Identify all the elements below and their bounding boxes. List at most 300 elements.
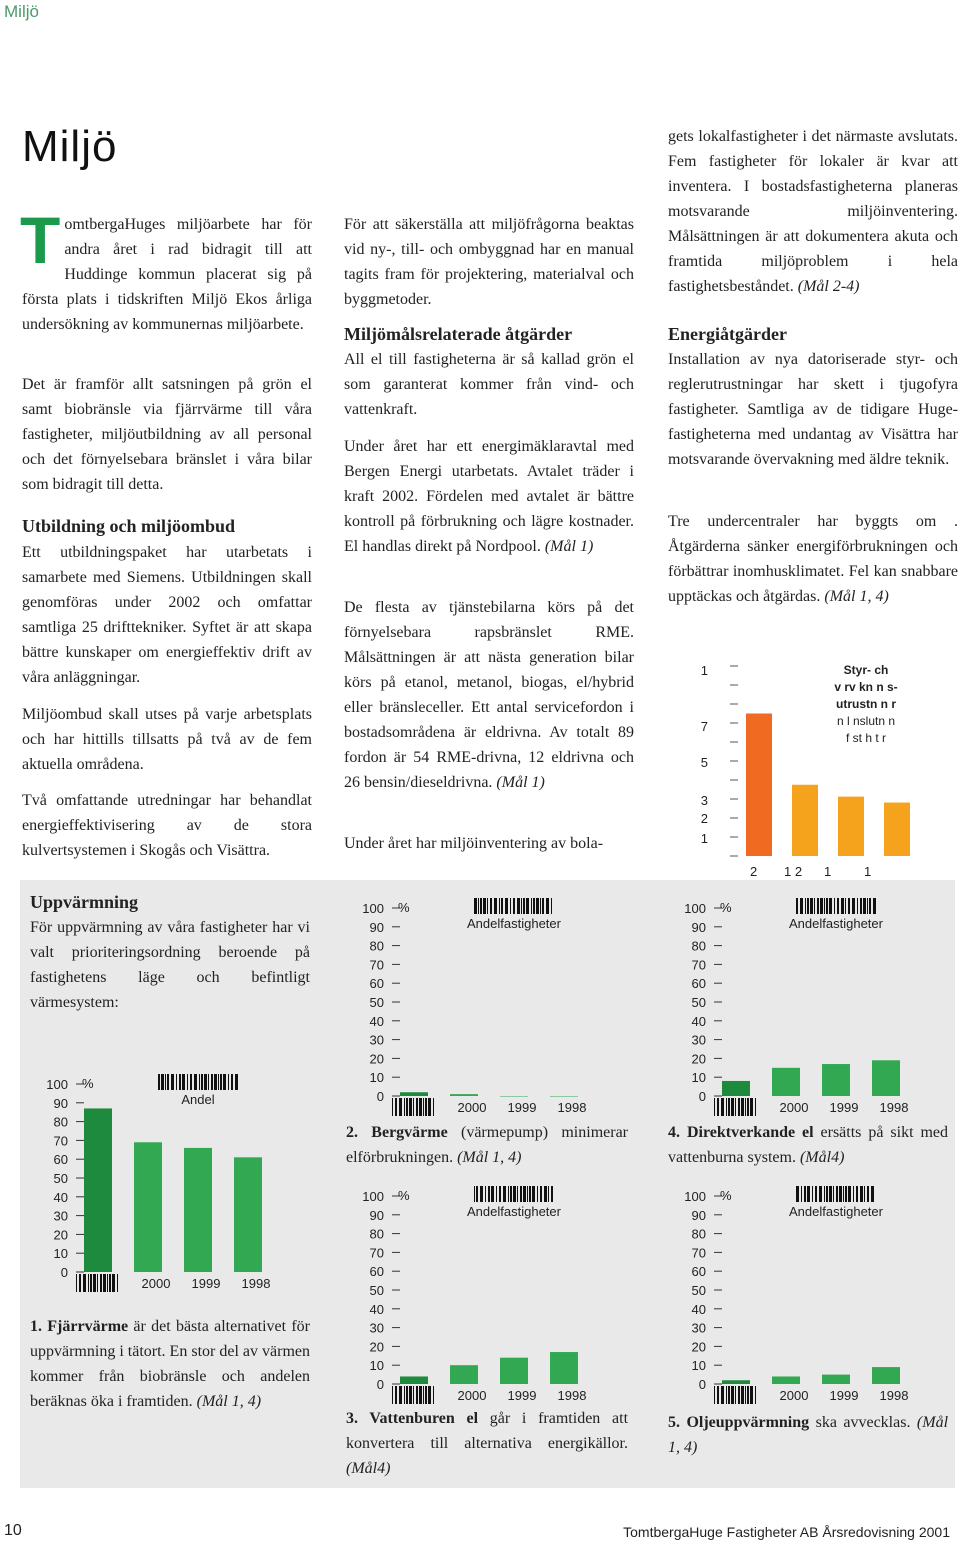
barcode-stripe <box>546 898 549 914</box>
y-tick-label: 20 <box>53 1227 68 1243</box>
y-tick-label: 100 <box>46 1077 68 1092</box>
barcode-stripe <box>79 1274 81 1292</box>
barcode-stripe <box>158 1074 160 1090</box>
y-tick-label: 10 <box>369 1070 384 1086</box>
y-tick-label: 50 <box>691 1283 706 1298</box>
barcode-stripe <box>433 1098 434 1116</box>
barcode-stripe <box>494 898 497 914</box>
barcode-stripe <box>544 1186 547 1202</box>
chart-bergvarme <box>346 896 626 1121</box>
bar <box>772 1068 800 1096</box>
footer-company: TomtbergaHuge Fastigheter AB Årsredovisning 2001 <box>623 1524 950 1540</box>
caption-direktverkande-bold: 4. Direktverkande el <box>668 1124 814 1141</box>
bar <box>872 1367 900 1384</box>
barcode-stripe <box>521 898 522 914</box>
x-tick-label: 1998 <box>879 1100 909 1115</box>
y-unit-label: % <box>398 900 410 915</box>
caption-bergvarme-text: (värmepump) minimerar elförbrukningen. <box>346 1124 629 1166</box>
barcode-stripe <box>745 1386 746 1404</box>
heading-miljomal: Miljömålsrelaterade åtgärder <box>344 324 573 344</box>
barcode-stripe <box>845 1186 847 1202</box>
barcode-stripe <box>499 1186 501 1202</box>
styr-y-tick-label: 1 <box>700 663 708 678</box>
barcode-stripe <box>871 1186 874 1202</box>
barcode-stripe <box>201 1074 203 1090</box>
barcode-stripe <box>231 1074 233 1090</box>
intro-paragraph <box>20 203 312 337</box>
barcode-stripe <box>165 1074 166 1090</box>
barcode-stripe <box>517 898 520 914</box>
styr-bar <box>746 714 772 857</box>
barcode-stripe <box>542 898 544 914</box>
caption-vattenburen-goal: (Mål4) <box>346 1460 391 1477</box>
barcode-stripe <box>76 1274 77 1292</box>
styr-chart <box>668 652 958 882</box>
barcode-stripe <box>97 1274 98 1292</box>
barcode-stripe <box>409 1386 412 1404</box>
y-tick-label: 30 <box>691 1032 706 1048</box>
barcode-stripe <box>731 1386 734 1404</box>
barcode-stripe <box>533 898 535 914</box>
caption-vattenburen-bold: 3. Vattenburen el <box>346 1410 479 1427</box>
barcode-stripe <box>409 1098 412 1116</box>
barcode-stripe <box>856 1186 858 1202</box>
bar <box>500 1358 528 1384</box>
barcode-stripe <box>864 1186 865 1202</box>
barcode-stripe <box>857 898 858 914</box>
barcode-stripe <box>527 1186 528 1202</box>
barcode-stripe <box>496 1186 497 1202</box>
chart-bergvarme-svg <box>346 896 626 1121</box>
bar <box>722 1380 750 1384</box>
barcode-stripe <box>829 1186 832 1202</box>
col2-para3-text: Under året har ett energimäklaravtal med Bergen Energi utarbetats. Avtalet träder i kraft 2002. Fördelen med avtalet är bättre kontroll på förbrukning och lägre kostnader. El handlas direkt på Nordpool. <box>344 438 634 555</box>
styr-x-label: 1 <box>824 864 832 879</box>
chart-title: Andelfastigheter <box>467 1204 561 1219</box>
barcode-stripe <box>419 1386 422 1404</box>
caption-fjarrvarme-bold: 1. Fjärrvärme <box>30 1318 129 1335</box>
barcode-stripe <box>214 1074 217 1090</box>
caption-direktverkande <box>668 1120 948 1170</box>
bar <box>822 1375 850 1384</box>
x-tick-label: 2000 <box>779 1388 809 1403</box>
bar <box>822 1064 850 1096</box>
barcode-stripe <box>755 1098 756 1116</box>
col2-para3 <box>344 434 634 559</box>
barcode-stripe <box>738 1386 740 1404</box>
barcode-stripe <box>837 898 839 914</box>
col3-para1-goal: (Mål 2-4) <box>797 278 860 295</box>
barcode-stripe <box>474 898 477 914</box>
barcode-stripe <box>83 1274 86 1292</box>
caption-vattenburen <box>346 1406 628 1481</box>
y-tick-label: 40 <box>691 1013 706 1029</box>
barcode-stripe <box>107 1274 108 1292</box>
barcode-stripe <box>817 898 819 914</box>
caption-bergvarme-bold: 2. Bergvärme <box>346 1124 448 1141</box>
barcode-stripe <box>529 1186 531 1202</box>
barcode-stripe <box>404 1098 405 1116</box>
barcode-stripe <box>548 1186 549 1202</box>
barcode-stripe <box>517 1186 518 1202</box>
barcode-stripe <box>815 1186 817 1202</box>
barcode-stripe <box>223 1074 226 1090</box>
barcode-stripe <box>532 1186 535 1202</box>
y-unit-label: % <box>82 1076 94 1091</box>
dropcap-letter: T <box>20 203 61 277</box>
barcode-stripe <box>867 1186 869 1202</box>
barcode-stripe <box>852 898 855 914</box>
styr-title-line: f st h t r <box>845 731 887 745</box>
barcode-stripe <box>488 1186 490 1202</box>
barcode-stripe <box>833 1186 834 1202</box>
caption-fjarrvarme-text: är det bästa alternativet för uppvärmning i tätort. En stor del av värmen kommer från biobränsle och andelen beräknas öka i framtiden. <box>30 1318 310 1410</box>
barcode-stripe <box>428 1098 431 1116</box>
barcode-stripe <box>503 1186 506 1202</box>
bar <box>134 1142 162 1272</box>
barcode-stripe <box>717 1386 719 1404</box>
y-tick-label: 0 <box>60 1265 68 1280</box>
barcode-stripe <box>474 1186 475 1202</box>
y-tick-label: 40 <box>369 1013 384 1029</box>
chart-title: Andelfastigheter <box>789 1204 883 1219</box>
barcode-stripe <box>199 1074 200 1090</box>
barcode-stripe <box>392 1098 393 1116</box>
barcode-stripe <box>520 1186 522 1202</box>
y-tick-label: 80 <box>691 1226 706 1242</box>
styr-x-label: 1 <box>864 864 872 879</box>
chart-title: Andelfastigheter <box>789 916 883 931</box>
heading-uppvarmning: Uppvärmning <box>30 892 139 912</box>
styr-y-tick-label: 5 <box>700 755 708 770</box>
chart-vattenburen-svg <box>346 1184 626 1409</box>
barcode-stripe <box>824 1186 825 1202</box>
col1-para2: Ett utbildningspaket har utarbetats i samarbete med Siemens. Utbildningen skall genomföras under 2002 och omfattar samtliga 25 drifttekniker. Syftet är att skapa bättre kunskaper om energieffektiv drift av våra anläggningar. <box>22 544 312 686</box>
caption-oljeuppvarmning-text: ska avvecklas. <box>809 1414 911 1431</box>
barcode-stripe <box>211 1074 213 1090</box>
barcode-stripe <box>413 1386 414 1404</box>
y-tick-label: 70 <box>691 1245 706 1261</box>
y-tick-label: 0 <box>698 1089 706 1104</box>
barcode-stripe <box>845 898 846 914</box>
barcode-stripe <box>537 1186 538 1202</box>
barcode-stripe <box>508 1186 509 1202</box>
styr-bar <box>792 785 818 856</box>
barcode-stripe <box>848 1186 851 1202</box>
bar <box>84 1108 112 1272</box>
x-tick-label: 2000 <box>457 1388 487 1403</box>
barcode-stripe <box>540 898 541 914</box>
barcode-stripe <box>483 898 486 914</box>
barcode-stripe <box>208 1074 209 1090</box>
styr-bar <box>838 797 864 856</box>
barcode-stripe <box>194 1074 197 1090</box>
y-tick-label: 0 <box>376 1377 384 1392</box>
x-tick-label: 1998 <box>879 1388 909 1403</box>
chart-fjarrvarme <box>30 1072 310 1297</box>
styr-x-label: 2 <box>750 864 758 879</box>
barcode-stripe <box>551 1186 553 1202</box>
barcode-stripe <box>826 898 828 914</box>
barcode-stripe <box>513 898 515 914</box>
chart-vattenburen <box>346 1184 626 1409</box>
bar <box>500 1096 528 1097</box>
x-tick-label: 1999 <box>829 1388 859 1403</box>
x-tick-label: 1999 <box>191 1276 221 1291</box>
barcode-stripe <box>510 1186 512 1202</box>
chart-direktverkande-svg <box>668 896 948 1121</box>
y-tick-label: 20 <box>691 1051 706 1067</box>
barcode-stripe <box>805 898 806 914</box>
barcode-stripe <box>807 1186 810 1202</box>
barcode-stripe <box>413 1098 414 1116</box>
heading-utbildning: Utbildning och miljöombud <box>22 516 236 536</box>
barcode-stripe <box>406 1386 408 1404</box>
barcode-stripe <box>220 1074 222 1090</box>
y-tick-label: 90 <box>691 919 706 935</box>
y-tick-label: 50 <box>369 1283 384 1298</box>
barcode-stripe <box>112 1274 115 1292</box>
barcode-stripe <box>480 1186 483 1202</box>
styr-chart-svg <box>668 652 958 882</box>
barcode-stripe <box>179 1074 181 1090</box>
barcode-stripe <box>747 1386 749 1404</box>
barcode-stripe <box>796 1186 799 1202</box>
col2-para4-text: De flesta av tjänstebilarna körs på det förnyelsebara rapsbränslet RME. Målsättningen är att nästa generation bilar körs på etanol, metanol, biogas, el/hybrid eller bränsleceller. Ett antal servicefordon i bostadsområdena är eldrivna. Av totalt 89 fordon är 54 RME-drivna, 12 eldrivna och 26 bensin/dieseldrivna. <box>344 599 634 791</box>
barcode-stripe <box>741 1098 744 1116</box>
y-tick-label: 50 <box>369 995 384 1010</box>
barcode-stripe <box>738 1098 740 1116</box>
x-tick-label: 1999 <box>829 1100 859 1115</box>
y-tick-label: 70 <box>369 1245 384 1261</box>
barcode-stripe <box>433 1386 434 1404</box>
y-tick-label: 80 <box>369 1226 384 1242</box>
x-tick-label: 1999 <box>507 1388 537 1403</box>
bar <box>400 1376 428 1384</box>
barcode-stripe <box>176 1074 177 1090</box>
caption-vattenburen-text: går i framtiden att konvertera till alternativa energikällor. <box>346 1410 629 1452</box>
barcode-stripe <box>416 1098 418 1116</box>
barcode-stripe <box>841 898 844 914</box>
barcode-stripe <box>540 1186 542 1202</box>
y-tick-label: 30 <box>53 1208 68 1224</box>
barcode-stripe <box>480 898 482 914</box>
bar <box>872 1060 900 1096</box>
barcode-stripe <box>235 1074 238 1090</box>
intro-text: omtbergaHuges miljöarbete har för andra året i rad bidragit till att Huddinge kommun placerat sig på första plats i tidskriften Miljö Ekos årliga undersökning av kommunernas miljöarbete. <box>22 216 312 333</box>
col3-para2: Installation av nya datoriserade styr- och reglerutrustningar har skett i tjugofyra fastigheter. Samtliga av de tidigare Huge-fastigheterna med undantag av Visättra har motsvarande övervakning med äldre teknik. <box>668 351 958 468</box>
barcode-stripe <box>182 1074 185 1090</box>
barcode-stripe <box>167 1074 169 1090</box>
y-tick-label: 20 <box>369 1051 384 1067</box>
y-tick-label: 60 <box>53 1152 68 1168</box>
caption-oljeuppvarmning-bold: 5. Oljeuppvärmning <box>668 1414 810 1431</box>
barcode-stripe <box>834 898 835 914</box>
bar <box>234 1157 262 1272</box>
barcode-stripe <box>218 1074 219 1090</box>
barcode-stripe <box>819 1186 822 1202</box>
bar <box>722 1081 750 1096</box>
y-tick-label: 90 <box>369 1207 384 1223</box>
chart-oljeuppvarmning-svg <box>668 1184 948 1409</box>
barcode-stripe <box>728 1098 730 1116</box>
styr-y-tick-label: 7 <box>700 719 708 734</box>
page-number: 10 <box>4 1522 22 1539</box>
barcode-stripe <box>714 1098 715 1116</box>
y-tick-label: 100 <box>684 1189 706 1204</box>
barcode-stripe <box>490 898 492 914</box>
page-title: Miljö <box>22 122 118 171</box>
barcode-stripe <box>741 1386 744 1404</box>
barcode-stripe <box>867 898 868 914</box>
y-tick-label: 50 <box>691 995 706 1010</box>
bar <box>772 1376 800 1384</box>
barcode-stripe <box>750 1098 753 1116</box>
x-tick-label: 2000 <box>141 1276 171 1291</box>
barcode-stripe <box>485 1186 486 1202</box>
caption-direktverkande-text: ersätts på sikt med vattenburna system. <box>668 1124 948 1166</box>
styr-title-line: n l nslutn n <box>836 714 896 728</box>
col3-para3-goal: (Mål 1, 4) <box>824 588 889 605</box>
barcode-stripe <box>103 1274 106 1292</box>
caption-oljeuppvarmning <box>668 1410 948 1460</box>
barcode-stripe <box>726 1386 727 1404</box>
y-tick-label: 90 <box>53 1095 68 1111</box>
y-tick-label: 80 <box>369 938 384 954</box>
bar <box>550 1096 578 1097</box>
col2-para5: Under året har miljöinventering av bola- <box>344 835 604 852</box>
chart-oljeuppvarmning <box>668 1184 948 1409</box>
barcode-stripe <box>423 1386 424 1404</box>
bar <box>400 1092 428 1096</box>
col3-para3 <box>668 509 958 609</box>
y-tick-label: 30 <box>369 1320 384 1336</box>
y-tick-label: 80 <box>691 938 706 954</box>
barcode-stripe <box>395 1386 397 1404</box>
barcode-stripe <box>526 898 529 914</box>
y-unit-label: % <box>720 1188 732 1203</box>
barcode-stripe <box>392 1386 393 1404</box>
barcode-stripe <box>824 898 825 914</box>
barcode-stripe <box>190 1074 192 1090</box>
barcode-stripe <box>731 1098 734 1116</box>
barcode-stripe <box>873 898 876 914</box>
y-tick-label: 40 <box>53 1189 68 1205</box>
y-tick-label: 100 <box>362 901 384 916</box>
barcode-stripe <box>478 898 479 914</box>
barcode-stripe <box>228 1074 229 1090</box>
y-tick-label: 90 <box>369 919 384 935</box>
y-tick-label: 100 <box>684 901 706 916</box>
barcode-stripe <box>523 898 525 914</box>
col1-para4: Två omfattande utredningar har behandlat energieffektivisering av de stora kulvertsystemen i Skogås och Visättra. <box>22 792 312 859</box>
barcode-stripe <box>807 898 809 914</box>
barcode-stripe <box>93 1274 96 1292</box>
barcode-stripe <box>717 1098 719 1116</box>
y-tick-label: 10 <box>691 1358 706 1374</box>
caption-oljeuppvarmning-goal: (Mål 1, 4) <box>668 1414 949 1456</box>
barcode-stripe <box>843 1186 844 1202</box>
barcode-stripe <box>839 1186 842 1202</box>
y-tick-label: 20 <box>369 1339 384 1355</box>
y-tick-label: 40 <box>691 1301 706 1317</box>
heating-intro: För uppvärmning av våra fastigheter har vi valt prioriteringsordning beroende på fastighetens läge och befintligt värmesystem: <box>30 919 310 1011</box>
caption-direktverkande-goal: (Mål4) <box>799 1149 845 1166</box>
barcode-stripe <box>801 1186 802 1202</box>
barcode-stripe <box>510 898 511 914</box>
barcode-stripe <box>536 898 539 914</box>
y-tick-label: 70 <box>369 957 384 973</box>
barcode-stripe <box>90 1274 92 1292</box>
styr-bar <box>884 803 910 856</box>
barcode-stripe <box>812 1186 813 1202</box>
barcode-stripe <box>109 1274 111 1292</box>
y-tick-label: 60 <box>691 976 706 992</box>
col3-para1-text: gets lokalfastigheter i det närmaste avslutats. Fem fastigheter för lokaler är kvar att inventera. I bostadsfastigheterna planeras motsvarande miljöinventering. Målsättningen är att dokumentera akuta och framtida miljöproblem i hela fastighetsbeståndet. <box>668 128 958 295</box>
x-tick-label: 1998 <box>557 1100 587 1115</box>
styr-y-tick-label: 1 <box>700 831 708 846</box>
barcode-stripe <box>476 1186 478 1202</box>
y-tick-label: 10 <box>53 1246 68 1262</box>
x-tick-label: 2000 <box>457 1100 487 1115</box>
barcode-stripe <box>826 1186 828 1202</box>
styr-title-line: utrustn n r <box>836 697 896 711</box>
barcode-stripe <box>406 1098 408 1116</box>
barcode-stripe <box>869 898 871 914</box>
barcode-stripe <box>860 1186 863 1202</box>
bar <box>550 1352 578 1384</box>
y-tick-label: 0 <box>376 1089 384 1104</box>
chart-title: Andel <box>181 1092 215 1107</box>
y-unit-label: % <box>720 900 732 915</box>
y-tick-label: 10 <box>691 1070 706 1086</box>
x-tick-label: 1998 <box>557 1388 587 1403</box>
col1-para1: Det är framför allt satsningen på grön el samt biobränsle via fjärrvärme till våra fastigheter, miljöutbildning av all personal och det förnyelsebara bränslet i våra bilar som bidragit till detta. <box>22 376 312 493</box>
y-tick-label: 40 <box>369 1301 384 1317</box>
barcode-stripe <box>88 1274 89 1292</box>
y-tick-label: 90 <box>691 1207 706 1223</box>
y-tick-label: 100 <box>362 1189 384 1204</box>
barcode-stripe <box>100 1274 102 1292</box>
barcode-stripe <box>425 1098 427 1116</box>
barcode-stripe <box>820 898 823 914</box>
caption-bergvarme <box>346 1120 628 1170</box>
barcode-stripe <box>800 898 803 914</box>
caption-bergvarme-goal: (Mål 1, 4) <box>457 1149 522 1166</box>
barcode-stripe <box>735 1386 736 1404</box>
y-tick-label: 50 <box>53 1171 68 1186</box>
barcode-stripe <box>204 1074 207 1090</box>
barcode-stripe <box>171 1074 174 1090</box>
col3-para1 <box>668 124 958 299</box>
bar <box>450 1365 478 1384</box>
barcode-stripe <box>755 1386 756 1404</box>
chart-direktverkande <box>668 896 948 1121</box>
barcode-stripe <box>848 898 850 914</box>
barcode-stripe <box>523 1186 526 1202</box>
barcode-stripe <box>161 1074 164 1090</box>
barcode-stripe <box>419 1098 422 1116</box>
x-tick-label: 2000 <box>779 1100 809 1115</box>
barcode-stripe <box>804 1186 806 1202</box>
barcode-stripe <box>750 1386 753 1404</box>
barcode-stripe <box>829 898 832 914</box>
y-tick-label: 80 <box>53 1114 68 1130</box>
barcode-stripe <box>187 1074 188 1090</box>
barcode-stripe <box>513 1186 516 1202</box>
caption-fjarrvarme-goal: (Mål 1, 4) <box>196 1393 262 1410</box>
barcode-stripe <box>728 1386 730 1404</box>
